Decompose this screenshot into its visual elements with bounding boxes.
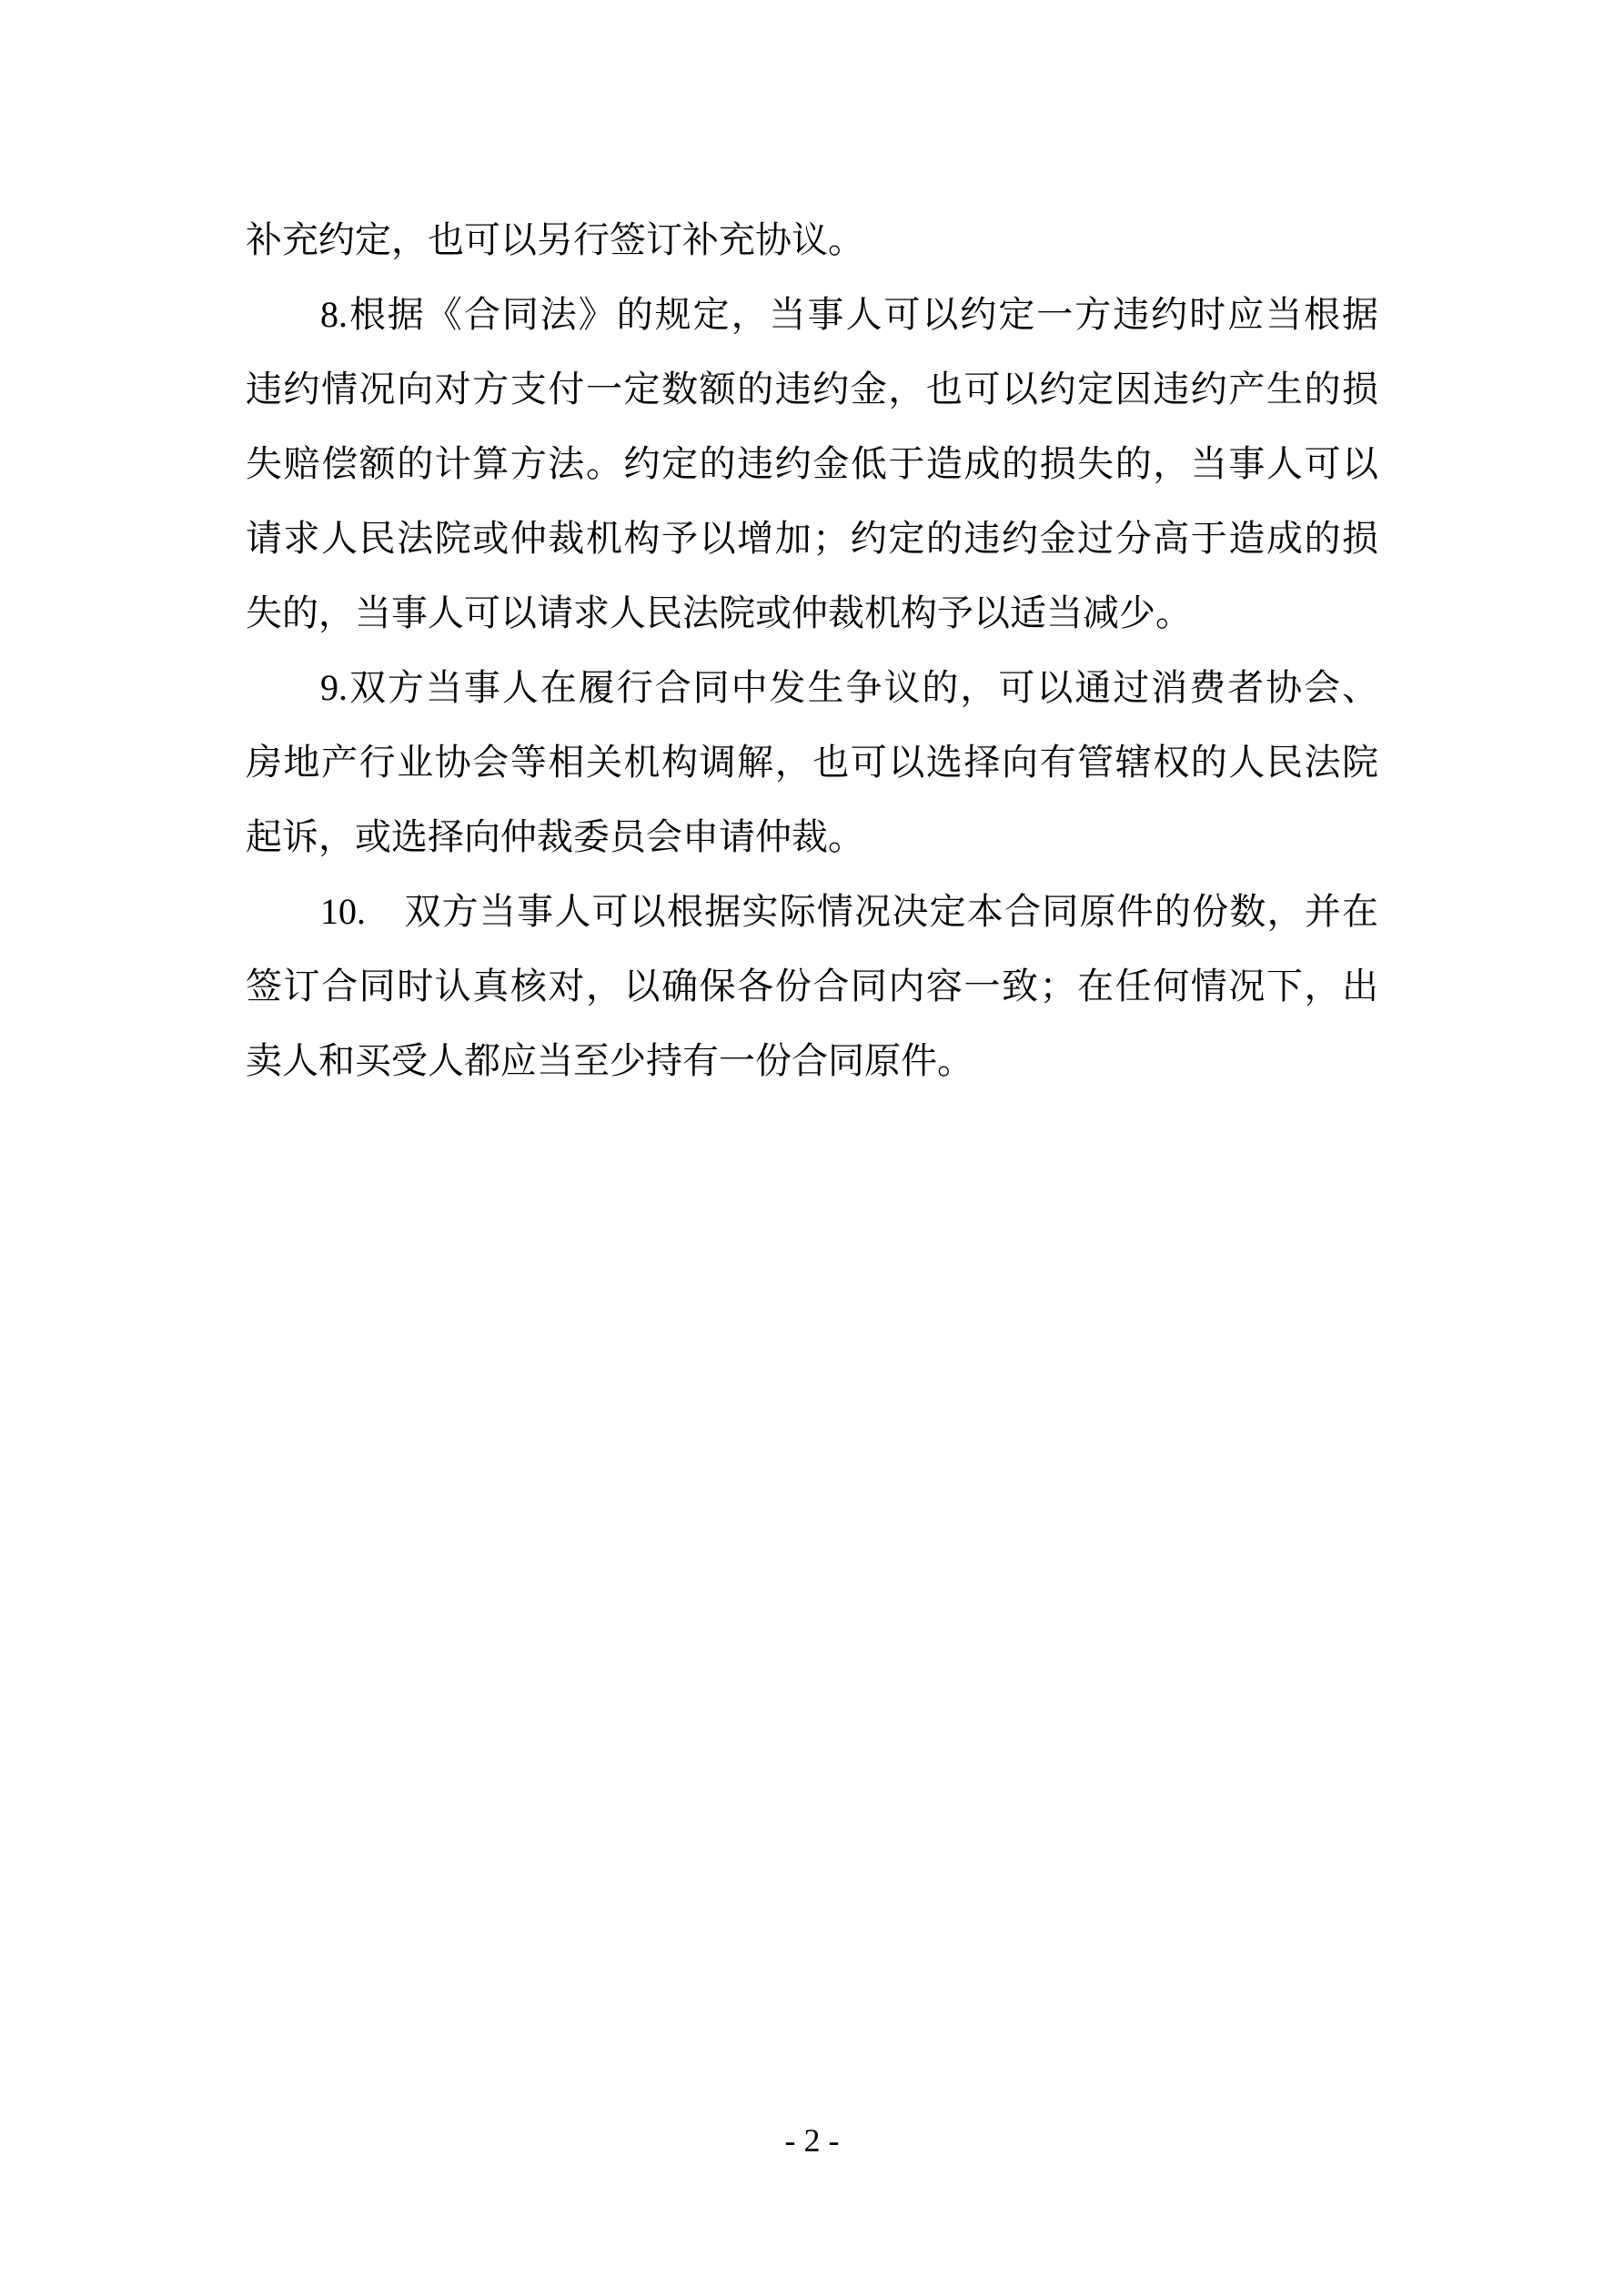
text-line-9: 起诉，或选择向仲裁委员会申请仲裁。	[246, 816, 864, 857]
text-line-12: 卖人和买受人都应当至少持有一份合同原件。	[246, 1040, 973, 1081]
contract-clauses	[246, 203, 1378, 1098]
text-line-8: 房地产行业协会等相关机构调解，也可以选择向有管辖权的人民法院	[246, 742, 1378, 783]
text-line-6: 失的，当事人可以请求人民法院或仲裁机构予以适当减少。	[246, 592, 1192, 633]
text-line-3: 违约情况向对方支付一定数额的违约金，也可以约定因违约产生的损	[246, 369, 1378, 410]
text-line-7: 9.双方当事人在履行合同中发生争议的，可以通过消费者协会、	[320, 667, 1378, 708]
text-line-5: 请求人民法院或仲裁机构予以增加；约定的违约金过分高于造成的损	[246, 518, 1378, 559]
text-line-4: 失赔偿额的计算方法。约定的违约金低于造成的损失的，当事人可以	[246, 443, 1378, 484]
text-line-11: 签订合同时认真核对，以确保各份合同内容一致；在任何情况下，出	[246, 966, 1378, 1006]
page-number: - 2 -	[784, 2122, 840, 2159]
text-line-2: 8.根据《合同法》的规定，当事人可以约定一方违约时应当根据	[320, 294, 1378, 335]
text-line-10: 10. 双方当事人可以根据实际情况决定本合同原件的份数，并在	[320, 891, 1378, 932]
text-line-1: 补充约定，也可以另行签订补充协议。	[246, 219, 864, 260]
